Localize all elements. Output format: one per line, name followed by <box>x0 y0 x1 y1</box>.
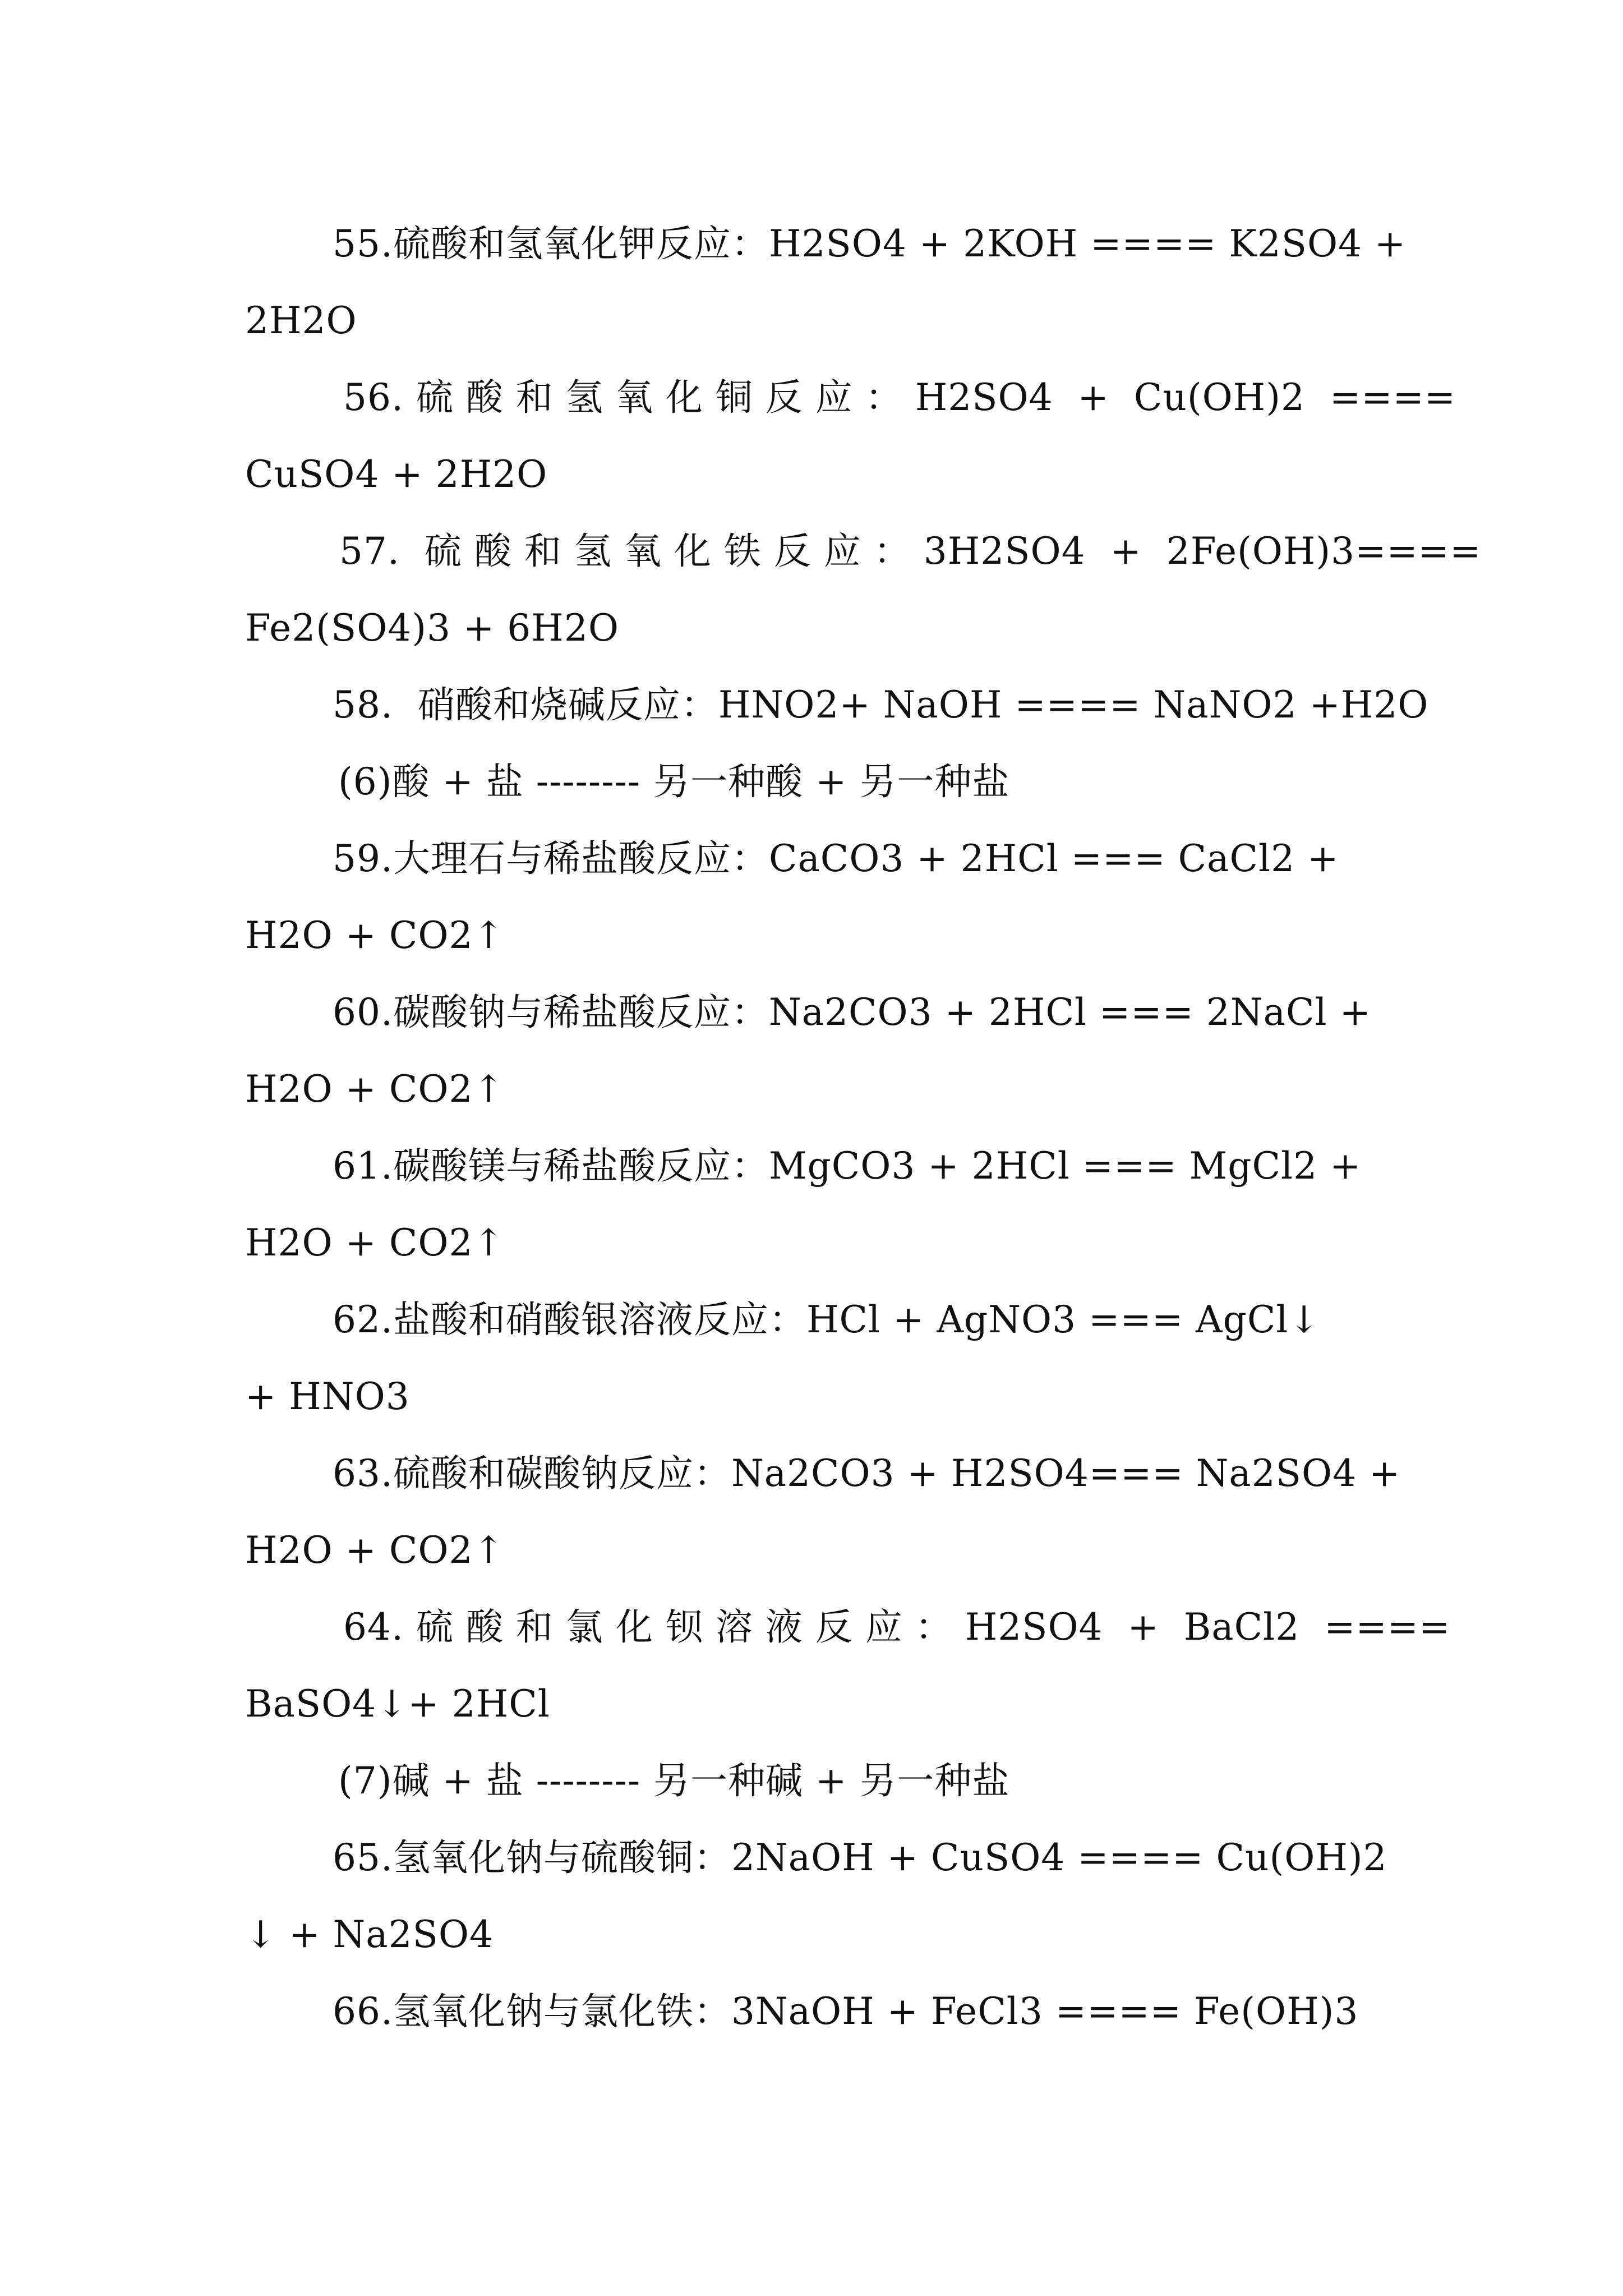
reaction-61-line-1: 61.碳酸镁与稀盐酸反应：MgCO3 + 2HCl === MgCl2 + <box>333 1144 1362 1188</box>
reaction-55-line-1: 55.硫酸和氢氧化钾反应：H2SO4 + 2KOH ==== K2SO4 + <box>333 222 1407 265</box>
section-6-heading: (6)酸 + 盐 -------- 另一种酸 + 另一种盐 <box>338 760 1010 803</box>
reaction-57-line-1: 57. 硫 酸 和 氢 氧 化 铁 反 应 ： 3H2SO4 + 2Fe(OH)3==== <box>339 530 1482 573</box>
reaction-63-line-1: 63.硫酸和碳酸钠反应：Na2CO3 + H2SO4=== Na2SO4 + <box>333 1452 1401 1495</box>
reaction-64-line-1: 64. 硫 酸 和 氯 化 钡 溶 液 反 应 ： H2SO4 + BaCl2 ==== <box>343 1605 1451 1649</box>
reaction-55-line-2: 2H2O <box>245 299 357 342</box>
reaction-56-line-2: CuSO4 + 2H2O <box>245 453 548 496</box>
reaction-59-line-1: 59.大理石与稀盐酸反应：CaCO3 + 2HCl === CaCl2 + <box>333 837 1339 880</box>
reaction-65-line-2: ↓ + Na2SO4 <box>245 1913 494 1956</box>
reaction-64-line-2: BaSO4↓+ 2HCl <box>245 1682 550 1726</box>
reaction-59-line-2: H2O + CO2↑ <box>245 914 505 957</box>
reaction-62-line-2: + HNO3 <box>245 1375 410 1418</box>
reaction-61-line-2: H2O + CO2↑ <box>245 1221 505 1264</box>
reaction-66-line-1: 66.氢氧化钠与氯化铁：3NaOH + FeCl3 ==== Fe(OH)3 <box>333 1990 1359 2033</box>
reaction-65-line-1: 65.氢氧化钠与硫酸铜：2NaOH + CuSO4 ==== Cu(OH)2 <box>333 1836 1387 1879</box>
reaction-56-line-1: 56. 硫 酸 和 氢 氧 化 铜 反 应 ： H2SO4 + Cu(OH)2 ==== <box>343 376 1456 419</box>
reaction-58-line: 58. 硝酸和烧碱反应：HNO2+ NaOH ==== NaNO2 +H2O <box>333 683 1429 726</box>
reaction-63-line-2: H2O + CO2↑ <box>245 1529 505 1572</box>
reaction-62-line-1: 62.盐酸和硝酸银溶液反应：HCl + AgNO3 === AgCl↓ <box>333 1298 1320 1341</box>
section-7-heading: (7)碱 + 盐 -------- 另一种碱 + 另一种盐 <box>338 1759 1010 1802</box>
reaction-60-line-2: H2O + CO2↑ <box>245 1068 505 1111</box>
reaction-57-line-2: Fe2(SO4)3 + 6H2O <box>245 606 619 650</box>
reaction-60-line-1: 60.碳酸钠与稀盐酸反应：Na2CO3 + 2HCl === 2NaCl + <box>333 991 1371 1034</box>
